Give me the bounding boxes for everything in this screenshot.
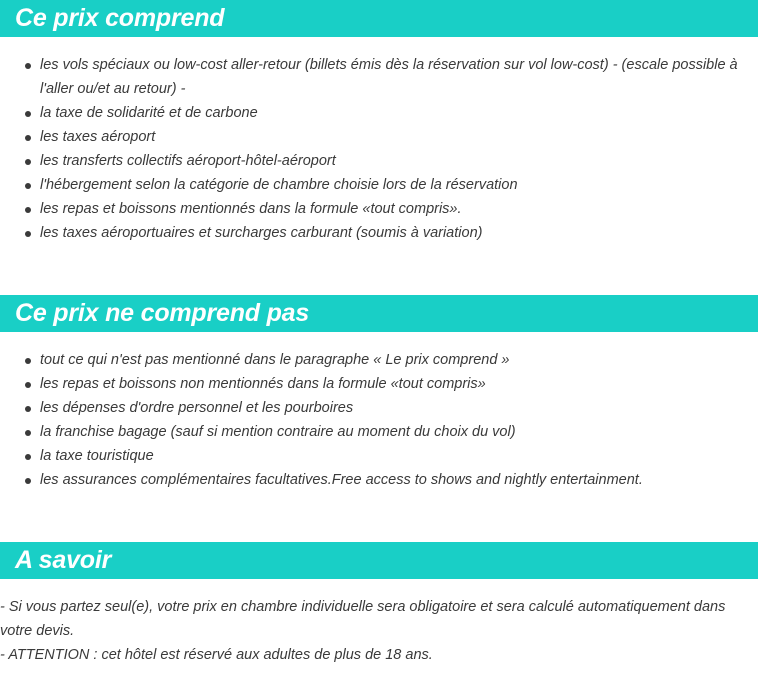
bullet-icon	[25, 382, 31, 388]
bullet-icon	[25, 454, 31, 460]
list-item-text: la taxe de solidarité et de carbone	[40, 105, 258, 121]
bullet-icon	[25, 135, 31, 141]
bullet-icon	[25, 478, 31, 484]
list-item-text: les repas et boissons non mentionnés dans la formule «tout compris»	[40, 376, 486, 392]
section-header-a-savoir	[0, 542, 758, 579]
section-header-prix-ne-comprend-pas	[0, 295, 758, 332]
list-item-text: les taxes aéroport	[40, 129, 156, 145]
list-item	[0, 149, 758, 173]
list-item	[0, 221, 758, 245]
bullet-icon	[25, 183, 31, 189]
bullet-icon	[25, 430, 31, 436]
bullet-icon	[25, 358, 31, 364]
section-title-a-savoir: A savoir	[15, 546, 112, 574]
bullet-icon	[25, 231, 31, 237]
list-item-text: les taxes aéroportuaires et surcharges carburant (soumis à variation)	[40, 225, 483, 241]
list-item-text: l'hébergement selon la catégorie de chambre choisie lors de la réservation	[40, 177, 518, 193]
list-item-text: les transferts collectifs aéroport-hôtel-aéroport	[40, 153, 336, 169]
list-item	[0, 444, 758, 468]
list-item-text: les dépenses d'ordre personnel et les pourboires	[40, 400, 354, 416]
section-title-prix-comprend: Ce prix comprend	[15, 4, 225, 32]
bullet-icon	[25, 406, 31, 412]
bullet-icon	[25, 159, 31, 165]
list-item	[0, 348, 758, 372]
list-item	[0, 396, 758, 420]
bullet-icon	[25, 111, 31, 117]
list-item	[0, 101, 758, 125]
included-list	[0, 53, 758, 245]
list-item	[0, 372, 758, 396]
list-item-text: la franchise bagage (sauf si mention contraire au moment du choix du vol)	[40, 424, 516, 440]
list-item	[0, 125, 758, 149]
a-savoir-line: - Si vous partez seul(e), votre prix en chambre individuelle sera obligatoire et sera calculé automatiquement dans votre devis.	[0, 599, 726, 639]
list-item	[0, 53, 758, 101]
bullet-icon	[25, 207, 31, 213]
list-item	[0, 420, 758, 444]
a-savoir-paragraph	[0, 595, 755, 667]
section-title-prix-ne-comprend-pas: Ce prix ne comprend pas	[15, 299, 310, 327]
list-item	[0, 173, 758, 197]
list-item	[0, 468, 758, 492]
section-header-prix-comprend	[0, 0, 758, 37]
a-savoir-line: - ATTENTION : cet hôtel est réservé aux adultes de plus de 18 ans.	[0, 647, 433, 663]
bullet-icon	[25, 63, 31, 69]
excluded-list	[0, 348, 758, 492]
list-item-text: les assurances complémentaires facultatives.Free access to shows and nightly entertainment.	[40, 472, 643, 488]
list-item-text: les vols spéciaux ou low-cost aller-retour (billets émis dès la réservation sur vol low-cost) - (escale possible à l'aller ou/et au retour) -	[40, 57, 738, 97]
list-item-text: les repas et boissons mentionnés dans la formule «tout compris».	[40, 201, 462, 217]
list-item-text: tout ce qui n'est pas mentionné dans le paragraphe « Le prix comprend »	[40, 352, 510, 368]
list-item	[0, 197, 758, 221]
list-item-text: la taxe touristique	[40, 448, 154, 464]
